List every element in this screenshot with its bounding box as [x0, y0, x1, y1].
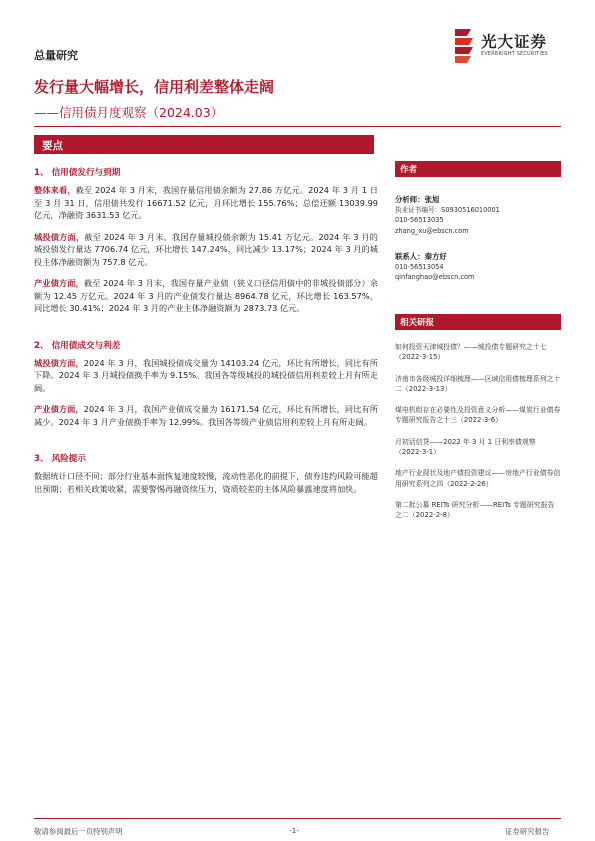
- section-title-trading: 2、 信用债成交与利差: [34, 340, 121, 351]
- paragraph-text: 数据统计口径不同；部分行业基本面恢复速度较慢，流动性恶化的前提下，债券违约风险可能超出预期；若相关政策收紧，需要警惕再融资续压力，资质较差的主体风险暴露速度将加快。: [34, 471, 378, 494]
- report-title: 发行量大幅增长，信用利差整体走阔: [34, 78, 275, 96]
- section-title-issuance: 1、 信用债发行与到期: [34, 168, 121, 178]
- related-report-item[interactable]: 煤电机组存在必要性及投资意义分析——煤炭行业债券专题研究报告之十三（2022-3-6）: [395, 406, 561, 425]
- paragraph-industry: [34, 277, 378, 315]
- related-report-item[interactable]: 第二批公募 REITs 研究分析——REITs 专题研究报告之二（2022-2-8）: [395, 500, 555, 520]
- report-subtitle: ——信用债月度观察（2024.03）: [34, 105, 224, 120]
- paragraph-text: 截至 2024 年 3 月末，我国存量产业债（狭义口径信用债中的非城投债部分）余额为 12.45 万亿元。2024 年 3 月的产业债发行量达 8964.78 亿元，环比增长 163.57%，同比增长 30.41%；2024 年 3 月的产业主体净融资额为 2873.73 亿元。: [34, 278, 378, 313]
- key-points-body: [34, 166, 378, 495]
- author-name: 联系人：秦方好: [395, 252, 447, 261]
- related-report-item[interactable]: 如何投资天津城投债？——城投债专题研究之十七（2022-3-15）: [395, 343, 547, 362]
- company-logo: [453, 26, 563, 68]
- report-category: 总量研究: [34, 49, 78, 62]
- footer-disclaimer: 敬请参阅最后一页特别声明: [34, 827, 123, 836]
- author-name: 分析师：张旭: [395, 195, 440, 204]
- related-report-item[interactable]: 济南市各级城投详细梳理——区域信用债梳理系列之十二（2022-3-13）: [395, 374, 561, 393]
- paragraph-text: 截至 2024 年 3 月末，我国存量城投债余额为 15.41 万亿元。2024 年 3 月的城投债发行量达 7706.74 亿元，环比增长 147.24%，同比减少 13.17%；2024 年 3 月的城投主体净融资额为 757.8 亿元。: [34, 231, 378, 267]
- author-email[interactable]: zhang_xu@ebscn.com: [395, 226, 469, 235]
- paragraph-text: 2024 年 3 月，我国城投债成交量为 14103.24 亿元，环比有所增长，同比有所下降。2024 年 3 月城投债换手率为 9.15%。我国各等级城投的城投债信用利差较上月有所走阔。: [34, 357, 378, 393]
- author-phone: 010-56513054: [395, 263, 444, 272]
- paragraph-overall: [34, 184, 378, 222]
- authors-header: [395, 161, 561, 177]
- key-points-label: 要点: [42, 140, 63, 152]
- author-phone: 010-56513035: [395, 216, 444, 225]
- everbright-logo-icon: [453, 26, 475, 66]
- author-contact: [395, 252, 561, 283]
- footer-report-type: 证券研究报告: [505, 827, 550, 836]
- paragraph-risk: [34, 470, 378, 495]
- paragraph-chengtou: [34, 231, 378, 269]
- paragraph-industry-trading: [34, 403, 378, 428]
- related-reports-label: 相关研报: [400, 318, 435, 328]
- related-reports-header: [395, 314, 561, 330]
- paragraph-lead: 城投债方面，: [34, 231, 85, 242]
- paragraph-lead: 城投债方面，: [34, 357, 84, 368]
- authors-label: 作者: [400, 165, 418, 175]
- paragraph-lead: 产业债方面，: [34, 278, 84, 288]
- related-report-item[interactable]: 月初话信贷——2022 年 3 月 1 日利率债观察（2022-3-1）: [395, 437, 536, 457]
- footer-divider: [34, 818, 561, 819]
- author-analyst: [395, 195, 561, 236]
- paragraph-text: 截至 2024 年 3 月末，我国存量信用债余额为 27.86 万亿元。2024 年 3 月 1 日至 3 月 31 日，信用债共发行 16671.52 亿元，月环比增长 155.76%；总偿还额 13039.99 亿元，净融资 3631.53 亿元。: [34, 185, 378, 220]
- logo-name: 光大证券: [481, 33, 548, 51]
- author-email[interactable]: qinfanghao@ebscn.com: [395, 273, 475, 282]
- page-number: -1-: [289, 826, 300, 835]
- related-reports-list: [395, 342, 561, 532]
- paragraph-lead: 产业债方面，: [34, 404, 84, 414]
- paragraph-text: 2024 年 3 月，我国产业债成交量为 16171.54 亿元，环比有所增长，同比有所减少。2024 年 3 月产业债换手率为 12.99%。我国各等级产业债信用利差较上月有所走阔。: [34, 404, 378, 427]
- paragraph-chengtou-trading: [34, 357, 378, 395]
- header-divider: [34, 126, 561, 127]
- author-license: 执业证书编号：S0930516010001: [395, 206, 500, 215]
- paragraph-lead: 整体来看，: [34, 185, 76, 195]
- related-report-item[interactable]: 地产行业现状及地产债投资建议——房地产行业债券信用研究系列之四（2022-2-26）: [395, 469, 561, 488]
- logo-tagline: EVERBRIGHT SECURITIES: [481, 52, 548, 57]
- key-points-header: [34, 135, 374, 154]
- section-title-risk: 3、 风险提示: [34, 454, 86, 464]
